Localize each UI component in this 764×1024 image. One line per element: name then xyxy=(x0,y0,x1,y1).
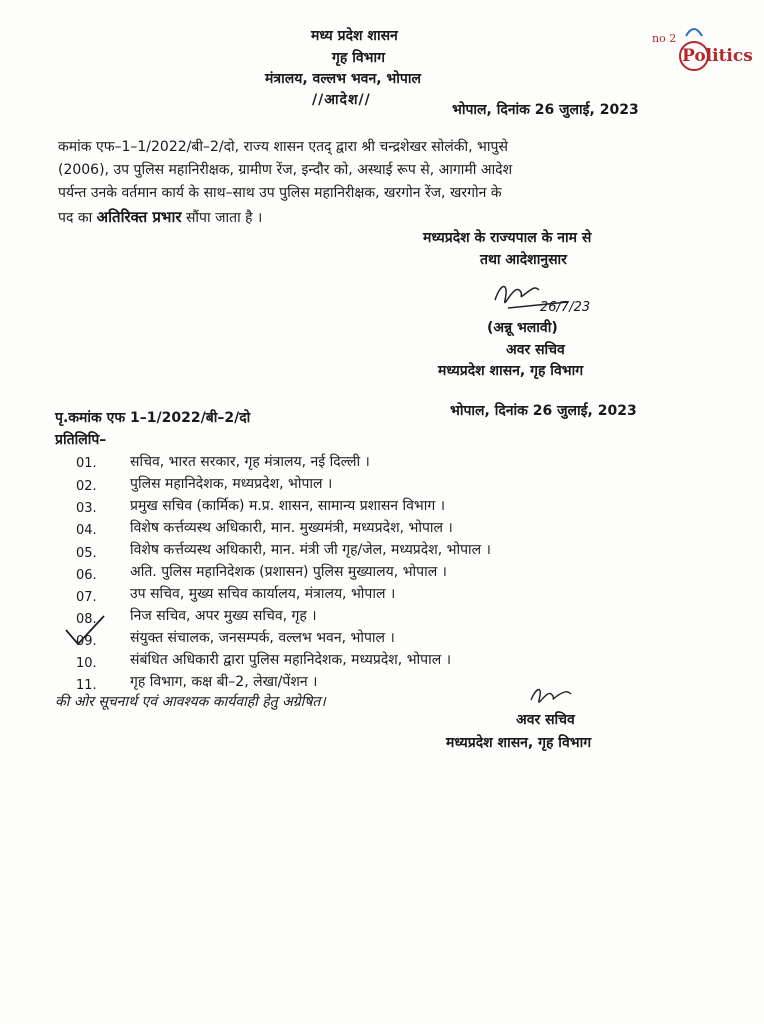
copy-label: प्रतिलिपि– xyxy=(55,432,107,448)
list-item: निज सचिव, अपर मुख्य सचिव, गृह । xyxy=(130,608,317,624)
signatory-department: मध्यप्रदेश शासन, गृह विभाग xyxy=(438,363,584,379)
signature-mark-2 xyxy=(527,684,597,708)
list-item-number: 10. xyxy=(76,656,97,671)
office-address: मंत्रालय, वल्लभ भवन, भोपाल xyxy=(265,71,421,87)
copy-closing: की ओर सूचनार्थ एवं आवश्यक कार्यवाही हेतु अग्रेषित। xyxy=(55,694,326,710)
authority-line-1: मध्यप्रदेश के राज्यपाल के नाम से xyxy=(423,230,592,246)
list-item-number: 08. xyxy=(76,612,97,627)
department-title: गृह विभाग xyxy=(332,50,385,66)
list-item-number: 11. xyxy=(76,678,97,693)
list-item: उप सचिव, मुख्य सचिव कार्यालय, मंत्रालय, भोपाल । xyxy=(130,586,396,602)
order-line-3: पर्यन्त उनके वर्तमान कार्य के साथ–साथ उप पुलिस महानिरीक्षक, खरगोन रेंज, खरगोन के xyxy=(58,185,502,201)
govt-title: मध्य प्रदेश शासन xyxy=(311,28,398,44)
watermark-prefix: no 2 xyxy=(652,32,677,45)
list-item: गृह विभाग, कक्ष बी–2, लेखा/पेंशन । xyxy=(130,674,318,690)
signatory-name: (अन्नू भलावी) xyxy=(487,320,558,336)
list-item-number: 06. xyxy=(76,568,97,583)
authority-line-2: तथा आदेशानुसार xyxy=(480,252,567,268)
order-line-4 xyxy=(58,206,262,229)
order-line-4-pre: पद का xyxy=(58,210,93,226)
list-item: पुलिस महानिदेशक, मध्यप्रदेश, भोपाल । xyxy=(130,476,333,492)
signatory-designation: अवर सचिव xyxy=(506,342,565,358)
copy-reference: पृ.कमांक एफ 1–1/2022/बी–2/दो xyxy=(55,410,251,426)
order-line-2: (2006), उप पुलिस महानिरीक्षक, ग्रामीण रेंज, इन्दौर को, अस्थाई रूप से, आगामी आदेश xyxy=(58,162,513,178)
list-item: संबंधित अधिकारी द्वारा पुलिस महानिदेशक, मध्यप्रदेश, भोपाल । xyxy=(130,652,452,668)
copy-place-date: भोपाल, दिनांक 26 जुलाई, 2023 xyxy=(450,403,637,419)
publisher-watermark xyxy=(646,18,756,80)
list-item-number: 07. xyxy=(76,590,97,605)
list-item: विशेष कर्त्तव्यस्थ अधिकारी, मान. मुख्यमंत्री, मध्यप्रदेश, भोपाल । xyxy=(130,520,453,536)
order-place-date: भोपाल, दिनांक 26 जुलाई, 2023 xyxy=(452,102,639,118)
watermark-word: Politics xyxy=(682,46,753,66)
list-item-number: 05. xyxy=(76,546,97,561)
signature-date: 26/7/23 xyxy=(540,300,591,315)
order-line-1: कमांक एफ–1–1/2022/बी–2/दो, राज्य शासन एतद् द्वारा श्री चन्द्रशेखर सोलंकी, भापुसे xyxy=(58,139,508,155)
order-title: //आदेश// xyxy=(312,92,371,108)
list-item: प्रमुख सचिव (कार्मिक) म.प्र. शासन, सामान्य प्रशासन विभाग । xyxy=(130,498,446,514)
order-line-4-post: सौंपा जाता है । xyxy=(185,210,263,226)
list-item-number: 01. xyxy=(76,456,97,471)
footer-department: मध्यप्रदेश शासन, गृह विभाग xyxy=(446,735,592,751)
list-item: संयुक्त संचालक, जनसम्पर्क, वल्लभ भवन, भोपाल । xyxy=(130,630,395,646)
list-item-number: 04. xyxy=(76,523,97,538)
list-item-number: 09. xyxy=(76,634,97,649)
list-item-number: 03. xyxy=(76,501,97,516)
footer-designation: अवर सचिव xyxy=(516,712,575,728)
list-item-number: 02. xyxy=(76,479,97,494)
list-item: विशेष कर्त्तव्यस्थ अधिकारी, मान. मंत्री जी गृह/जेल, मध्यप्रदेश, भोपाल । xyxy=(130,542,491,558)
additional-charge-text: अतिरिक्त प्रभार xyxy=(96,208,182,226)
tick-mark-icon xyxy=(58,616,108,656)
list-item: सचिव, भारत सरकार, गृह मंत्रालय, नई दिल्ली । xyxy=(130,454,370,470)
list-item: अति. पुलिस महानिदेशक (प्रशासन) पुलिस मुख्यालय, भोपाल । xyxy=(130,564,447,580)
